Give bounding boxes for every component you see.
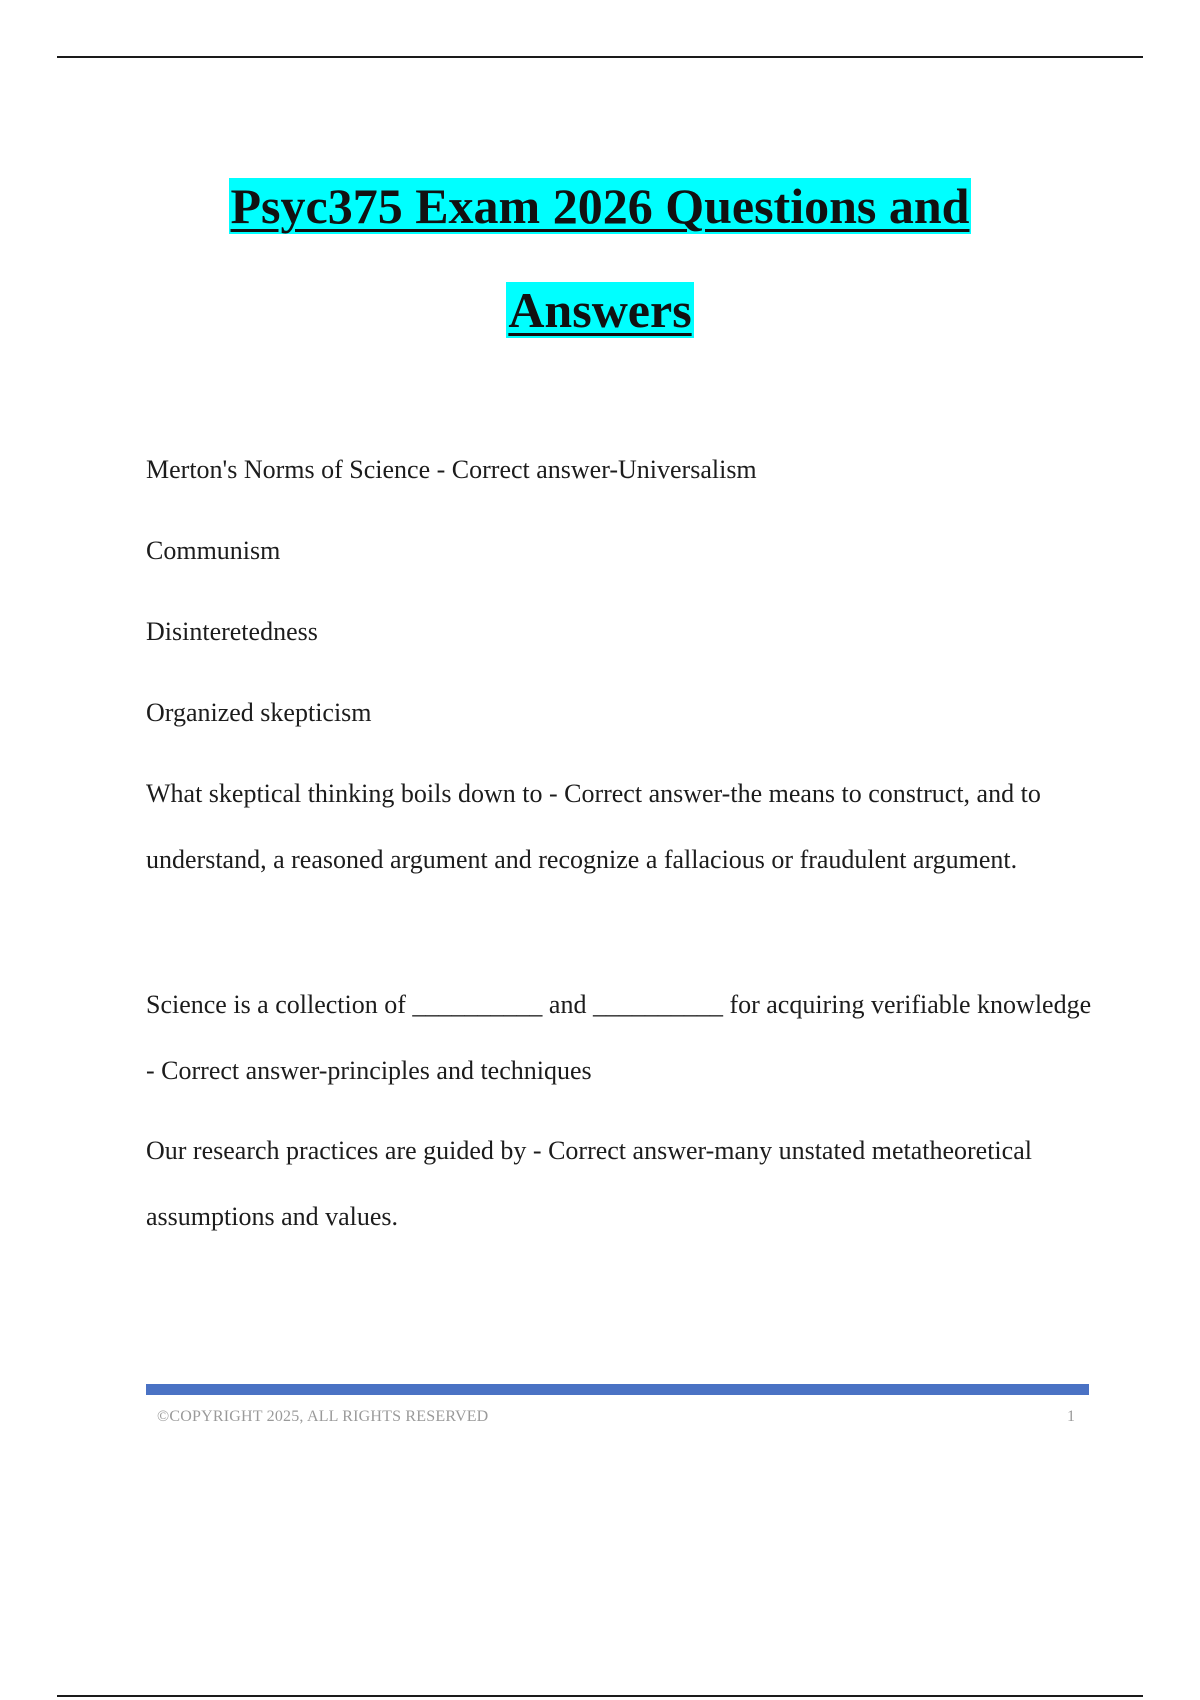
page-number: 1 xyxy=(1067,1408,1075,1425)
top-rule xyxy=(57,56,1143,58)
qa-item: Our research practices are guided by - Correct answer-many unstated metatheoretical assumptions and values. xyxy=(146,1136,1032,1231)
qa-item: Communism xyxy=(146,536,281,565)
qa-item: What skeptical thinking boils down to - Correct answer-the means to construct, and to understand, a reasoned argument and recognize a fallacious or fraudulent argument. xyxy=(146,779,1041,874)
qa-item: Organized skepticism xyxy=(146,698,372,727)
title-line-1: Psyc375 Exam 2026 Questions and xyxy=(230,178,970,234)
qa-item: Merton's Norms of Science - Correct answer-Universalism xyxy=(146,455,757,484)
bottom-rule xyxy=(57,1695,1143,1697)
footer-copyright: ©COPYRIGHT 2025, ALL RIGHTS RESERVED xyxy=(157,1408,489,1425)
qa-item: Disinteretedness xyxy=(146,617,318,646)
footer-bar xyxy=(146,1384,1089,1395)
document-title xyxy=(0,176,1200,384)
qa-item: Science is a collection of __________ and __________ for acquiring verifiable knowledge - Correct answer-principles and techniques xyxy=(146,990,1092,1085)
title-line-2: Answers xyxy=(508,282,692,338)
